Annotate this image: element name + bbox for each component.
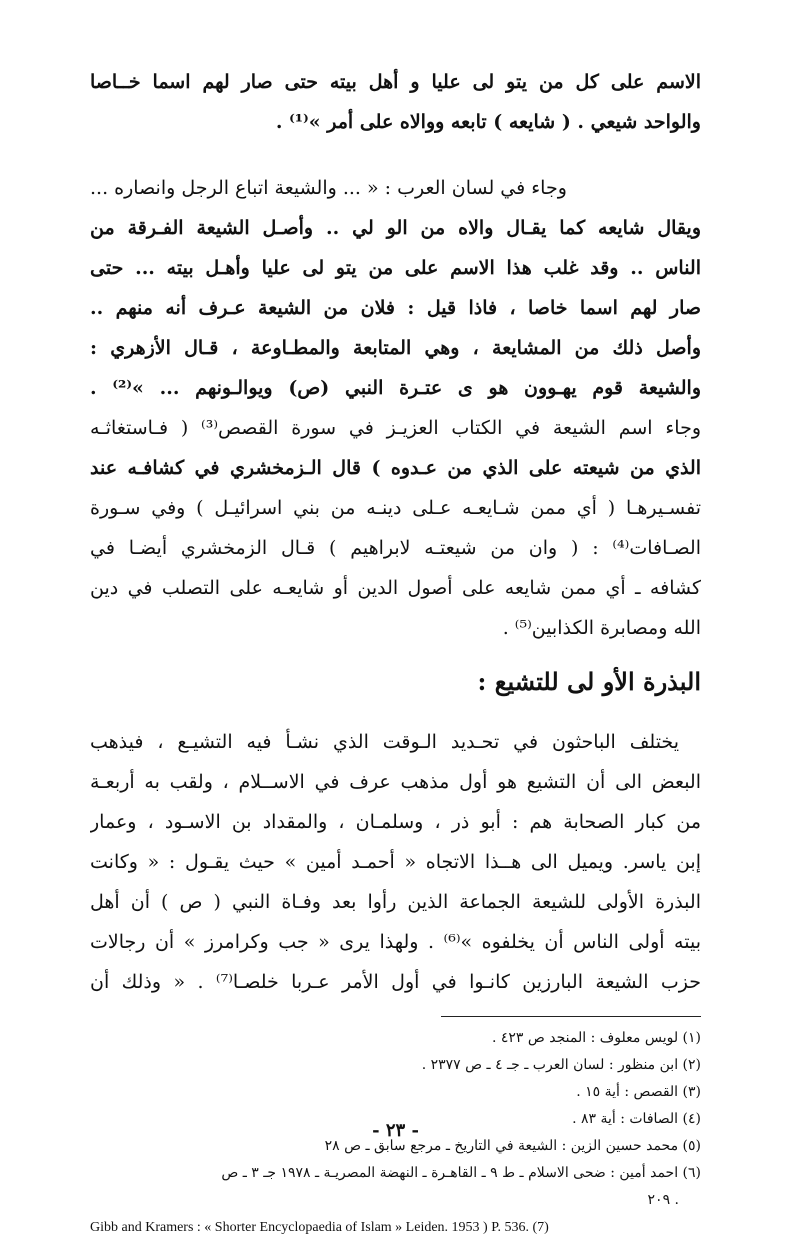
footnote: (٦) احمد أمين : ضحى الاسلام ـ ط ٩ ـ القاهـرة ـ النهضة المصريـة ـ ١٩٧٨ جـ ٣ ـ ص <box>221 1165 701 1181</box>
text-line: تفسـيرهـا ( أي ممن شـايعـه عـلى دينـه من بني اسرائيـل ) وفي سـورة <box>90 497 701 519</box>
text-line: الاسم على كل من يتو لى عليا و أهل بيته حتى صار لهم اسما خــاصا <box>90 71 701 93</box>
text-line: وجاء في لسان العرب : « ... والشيعة اتباع الرجل وانصاره ... <box>90 177 567 199</box>
footnote: (٣) القصص : أية ١٥ . <box>576 1084 701 1100</box>
footnote: (٥) محمد حسين الزين : الشيعة في التاريخ ـ مرجع سابق ـ ص ٢٨ <box>324 1138 701 1154</box>
footnote: (١) لويس معلوف : المنجد ص ٤٢٣ . <box>491 1030 701 1046</box>
paragraph-1 <box>90 62 701 142</box>
paragraph-2 <box>90 168 701 648</box>
text-line: بيته أولى الناس أن يخلفوه »⁽⁶⁾ . ولهذا يرى « جب وكرامرز » أن رجالات <box>90 931 701 953</box>
text-line: وأصل ذلك من المشايعة ، وهي المتابعة والمطـاوعة ، قـال الأزهري : <box>90 337 701 359</box>
text-line: يختلف الباحثون في تحـديد الـوقت الذي نشـأ فيه التشيـع ، فيذهب <box>90 731 679 753</box>
footnote: (٢) ابن منظور : لسان العرب ـ جـ ٤ ـ ص ٢٣٧٧ . <box>421 1057 701 1073</box>
text-line: والواحد شيعي . ( شايعه ) تابعه ووالاه على أمر »⁽¹⁾ . <box>275 111 701 133</box>
footnote-latin: Gibb and Kramers : « Shorter Encyclopaedia of Islam » Leiden. 1953 ) P. 536. (7) <box>90 1220 549 1235</box>
text-line: كشافه ـ أي ممن شايعه على أصول الدين أو شايعـه على التصلب في دين <box>90 577 701 599</box>
text-line: الله ومصابرة الكذابين⁽⁵⁾ . <box>502 617 701 639</box>
footnote-divider <box>441 1016 701 1017</box>
page-number: - ٢٣ - <box>372 1120 419 1141</box>
footnote: . ٢٠٩ <box>647 1192 679 1208</box>
text-line: إبن ياسر. ويميل الى هــذا الاتجاه « أحمـد أمين » حيث يقـول : « وكانت <box>90 851 701 873</box>
section-heading: البذرة الأو لى للتشيع : <box>477 667 701 696</box>
text-line: البذرة الأولى للشيعة الجماعة الذين رأوا بعد وفـاة النبي ( ص ) أن أهل <box>90 891 701 913</box>
text-line: ويقال شايعه كما يقـال والاه من الو لي .. وأصـل الشيعة الفـرقة من <box>90 217 701 239</box>
text-line: من كبار الصحابة هم : أبو ذر ، وسلمـان ، والمقداد بن الاسـود ، وعمار <box>90 811 701 833</box>
footnote: (٤) الصافات : أية ٨٣ . <box>572 1111 701 1127</box>
text-line: صار لهم اسما خاصا ، فاذا قيل : فلان من الشيعة عـرف أنه منهم .. <box>90 297 701 319</box>
text-line: الناس .. وقد غلب هذا الاسم على من يتو لى عليا وأهـل بيته ... حتى <box>90 257 701 279</box>
paragraph-3 <box>90 722 701 1002</box>
text-line: وجاء اسم الشيعة في الكتاب العزيـز في سورة القصص⁽³⁾ ( فـاستغاثـه <box>90 417 701 439</box>
text-line: الذي من شيعته على الذي من عـدوه ) قال الـزمخشري في كشافـه عند <box>90 457 701 479</box>
text-line: حزب الشيعة البارزين كانـوا في أول الأمر عـربا خلصـا⁽⁷⁾ . « وذلك أن <box>90 971 701 993</box>
text-line: الصـافات⁽⁴⁾ : ( وان من شيعتـه لابراهيم ) قـال الزمخشري أيضـا في <box>90 537 701 559</box>
text-line: البعض الى أن التشيع هو أول مذهب عرف في الاســلام ، ولقب به أربعـة <box>90 771 701 793</box>
text-line: والشيعة قوم يهـوون هو ى عتـرة النبي (ص) ويوالـونهم ... »⁽²⁾ . <box>90 377 701 399</box>
